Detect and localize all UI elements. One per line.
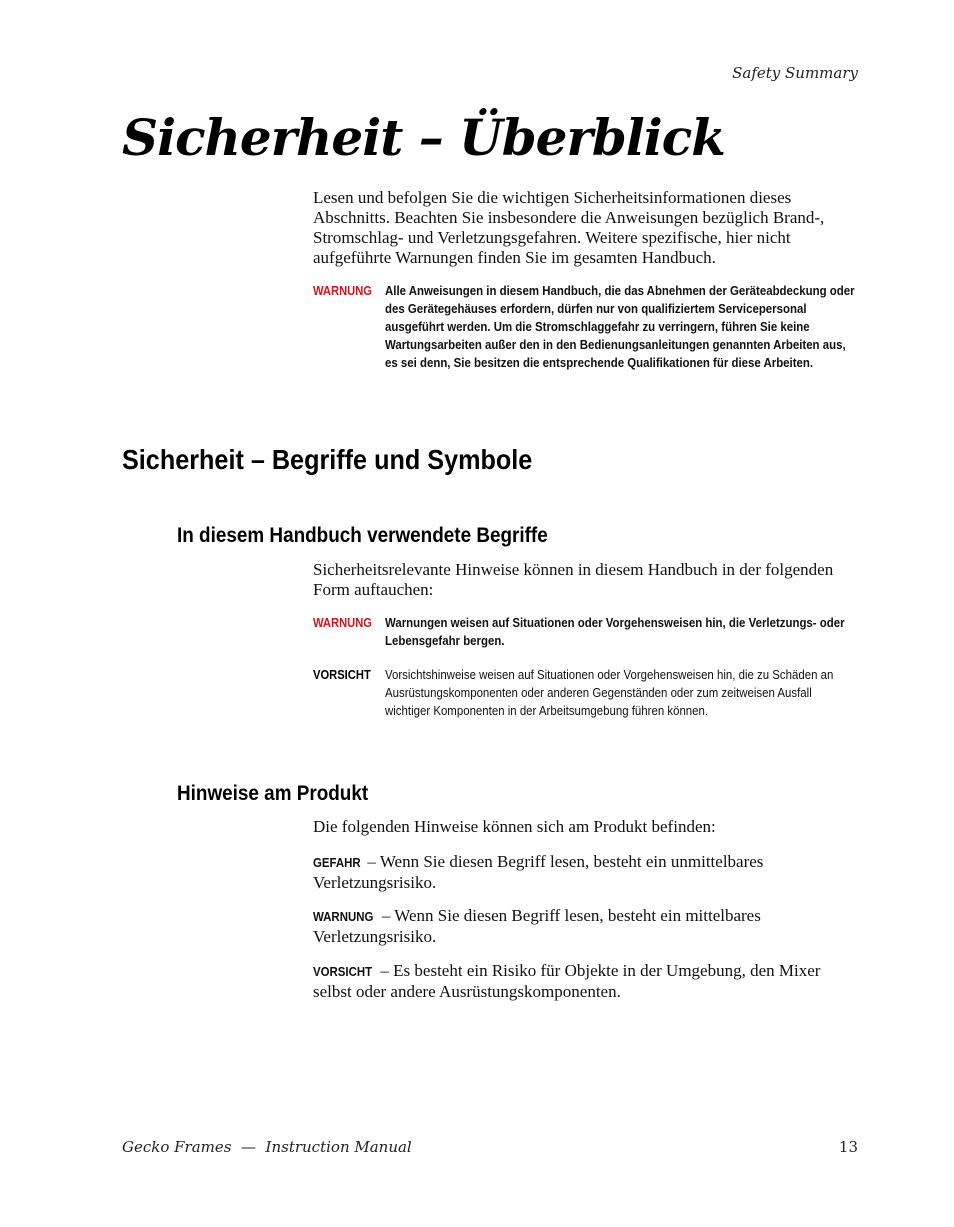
- product-warning-text: – Wenn Sie diesen Begriff lesen, besteht ein mittelbares Verletzungsrisiko.: [313, 906, 761, 946]
- intro-paragraph: Lesen und befolgen Sie die wichtigen Sicherheitsinformationen dieses Abschnitts. Beachten Sie insbesondere die Anweisungen bezüglich Brand-, Stromschlag- und Verletzungsgefahren. Weitere spezifische, hier nicht aufgeführte Warnungen finden Sie im gesamten Handbuch.: [313, 188, 825, 267]
- page-title: Sicherheit – Überblick: [122, 108, 725, 167]
- footer-title: Gecko Frames — Instruction Manual: [122, 1138, 412, 1156]
- product-warning-item: [313, 906, 858, 947]
- product-caution-label: VORSICHT: [313, 964, 373, 979]
- terms-warning-note: [313, 614, 858, 650]
- section-heading: Sicherheit – Begriffe und Symbole: [122, 444, 533, 475]
- terms-warning-label: WARNUNG: [313, 615, 373, 630]
- product-warning-label: WARNUNG: [313, 909, 374, 924]
- product-caution-item: [313, 961, 858, 1002]
- terms-warning-text: Warnungen weisen auf Situationen oder Vorgehensweisen hin, die Verletzungs- oder Lebensgefahr bergen.: [385, 615, 845, 648]
- product-danger-item: [313, 852, 858, 893]
- terms-caution-note: [313, 666, 858, 720]
- terms-caution-text: Vorsichtshinweise weisen auf Situationen oder Vorgehensweisen hin, die zu Schäden an Ausrüstungskomponenten oder anderen Gegenständen oder zum zeitweisen Ausfall wichtiger Komponenten in der Arbeitsumgebung führen können.: [385, 667, 834, 718]
- warning-note: [313, 282, 858, 372]
- terms-caution-label: VORSICHT: [313, 667, 371, 682]
- warning-text: Alle Anweisungen in diesem Handbuch, die das Abnehmen der Geräteabdeckung oder des Gerätegehäuses erfordern, dürfen nur von qualifiziertem Servicepersonal ausgeführt werden. Um die Stromschlaggefahr zu verringern, führen Sie keine Wartungsarbeiten außer den in den Bedienungsanleitungen genannten Arbeiten aus, es sei denn, Sie besitzen die entsprechende Qualifikationen für diese Arbeiten.: [385, 283, 855, 370]
- subsection-heading-terms: In diesem Handbuch verwendete Begriffe: [177, 524, 548, 547]
- subsection-heading-product: Hinweise am Produkt: [177, 782, 369, 805]
- terms-intro: Sicherheitsrelevante Hinweise können in diesem Handbuch in der folgenden Form auftauchen:: [313, 560, 834, 599]
- warning-label: WARNUNG: [313, 283, 373, 298]
- product-caution-text: – Es besteht ein Risiko für Objekte in der Umgebung, den Mixer selbst oder andere Ausrüstungskomponenten.: [313, 961, 821, 1001]
- product-intro: Die folgenden Hinweise können sich am Produkt befinden:: [313, 817, 716, 836]
- danger-text: – Wenn Sie diesen Begriff lesen, besteht ein unmittelbares Verletzungsrisiko.: [313, 852, 764, 892]
- page-number: 13: [838, 1138, 858, 1156]
- running-header: Safety Summary: [732, 64, 858, 82]
- danger-label: GEFAHR: [313, 855, 361, 870]
